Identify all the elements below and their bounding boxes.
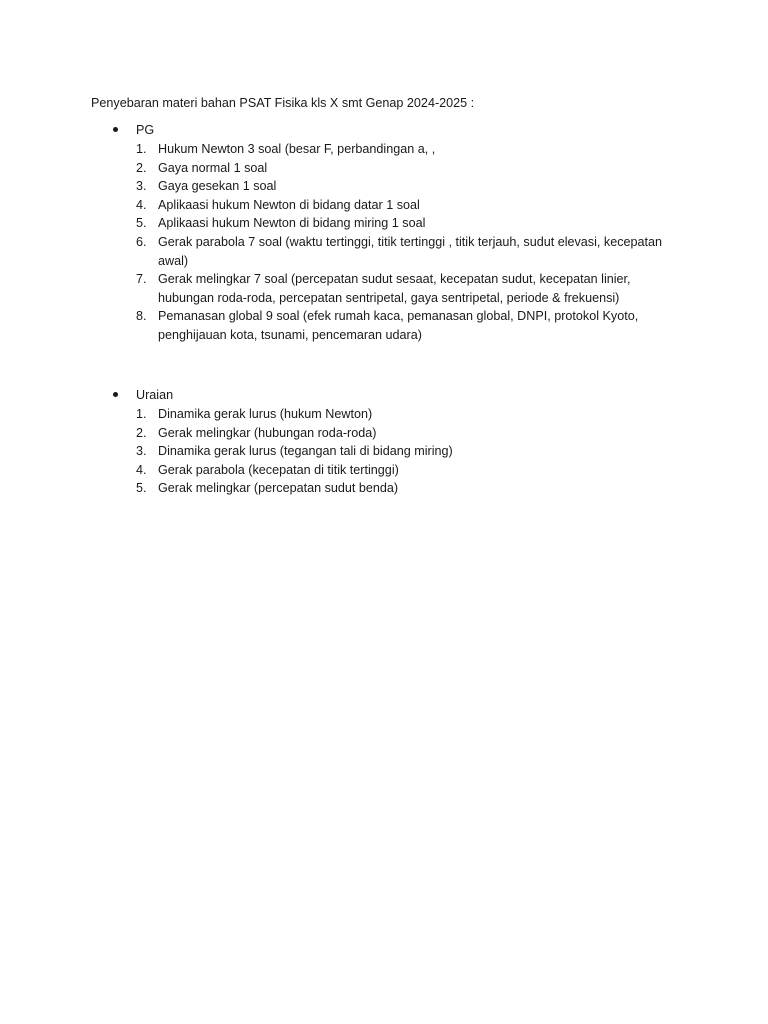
list-item [0, 424, 768, 443]
section-uraian [0, 386, 768, 498]
list-item-number: 3. [136, 179, 147, 194]
section-pg [0, 121, 768, 345]
list-item [0, 405, 768, 424]
list-item-number: 5. [136, 481, 147, 496]
list-item [0, 461, 768, 480]
list-item-text: Dinamika gerak lurus (hukum Newton) [158, 407, 373, 421]
bullet-item-uraian [0, 386, 768, 405]
list-item [0, 214, 768, 233]
list-item-number: 3. [136, 444, 147, 459]
list-item-text: Aplikaasi hukum Newton di bidang datar 1 soal [158, 197, 420, 212]
numbered-list-pg [0, 140, 768, 345]
bullet-icon [113, 127, 118, 132]
section-label: PG [136, 123, 155, 137]
list-item-text: Hukum Newton 3 soal (besar F, perbandingan a, , [158, 142, 436, 156]
list-item-text: Dinamika gerak lurus (tegangan tali di bidang miring) [158, 444, 453, 459]
list-item-text: Gerak parabola 7 soal (waktu tertinggi, titik tertinggi , titik terjauh, sudut elevasi, kecepatan awal) [158, 234, 663, 268]
list-item [0, 159, 768, 178]
list-item [0, 442, 768, 461]
list-item-number: 4. [136, 197, 147, 212]
list-item-number: 6. [136, 234, 147, 249]
list-item [0, 177, 768, 196]
list-item-number: 2. [136, 160, 147, 175]
list-item-number: 1. [136, 142, 147, 156]
list-item-text: Gerak melingkar (hubungan roda-roda) [158, 425, 377, 440]
list-item-number: 5. [136, 216, 147, 231]
list-item-number: 4. [136, 462, 147, 477]
list-item-text: Gerak melingkar 7 soal (percepatan sudut sesaat, kecepatan sudut, kecepatan linier, hubungan roda-roda, percepatan sentripetal, gaya sentripetal, periode & frekuensi) [158, 272, 631, 305]
list-item [0, 307, 768, 344]
bullet-item-pg [0, 121, 768, 140]
list-item [0, 270, 768, 307]
document-heading: Penyebaran materi bahan PSAT Fisika kls X smt Genap 2024-2025 : [91, 96, 475, 110]
list-item [0, 196, 768, 215]
list-item-number: 1. [136, 407, 147, 421]
list-item-text: Gaya normal 1 soal [158, 160, 268, 175]
bullet-icon [113, 392, 118, 397]
list-item [0, 140, 768, 159]
list-item-number: 8. [136, 309, 147, 324]
section-label: Uraian [136, 388, 174, 402]
list-item-text: Aplikaasi hukum Newton di bidang miring 1 soal [158, 216, 426, 231]
list-item-number: 2. [136, 425, 147, 440]
list-item-text: Pemanasan global 9 soal (efek rumah kaca, pemanasan global, DNPI, protokol Kyoto, penghijauan kota, tsunami, pencemaran udara) [158, 309, 639, 342]
numbered-list-uraian [0, 405, 768, 498]
list-item-number: 7. [136, 272, 147, 287]
list-item [0, 233, 768, 270]
list-item-text: Gerak melingkar (percepatan sudut benda) [158, 481, 399, 496]
list-item [0, 479, 768, 498]
list-item-text: Gaya gesekan 1 soal [158, 179, 277, 194]
list-item-text: Gerak parabola (kecepatan di titik tertinggi) [158, 462, 399, 477]
